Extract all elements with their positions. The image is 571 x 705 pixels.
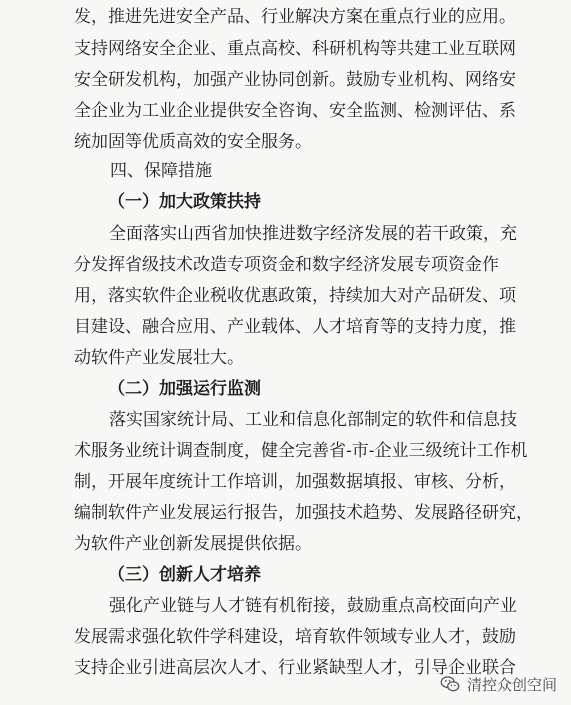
paragraph-line: 落实国家统计局、工业和信息化部制定的软件和信息技	[109, 410, 517, 430]
subsection-title: （一）加大政策扶持	[108, 192, 261, 212]
subsection-title: （三）创新人才培养	[108, 565, 261, 585]
paragraph-line: 为软件产业创新发展提供依据。	[74, 534, 312, 554]
watermark-text: 清控众创空间	[466, 675, 557, 694]
paragraph-line: 统加固等优质高效的安全服务。	[74, 132, 312, 152]
paragraph-line: 支持企业引进高层次人才、行业紧缺型人才，引导企业联合	[74, 658, 516, 678]
paragraph-line: 用，落实软件企业税收优惠政策，持续加大对产品研发、项	[74, 286, 516, 306]
paragraph-line: 发，推进先进安全产品、行业解决方案在重点行业的应用。	[74, 7, 516, 27]
paragraph-line: 支持网络安全企业、重点高校、科研机构等共建工业互联网	[74, 39, 516, 59]
section-title: 四、保障措施	[110, 161, 212, 181]
paragraph-line: 制，开展年度统计工作培训，加强数据填报、审核、分析，	[74, 472, 516, 492]
paragraph-line: 安全研发机构，加强产业协同创新。鼓励专业机构、网络安	[74, 70, 516, 90]
paragraph-line: 发展需求强化软件学科建设，培育软件领域专业人才，鼓励	[74, 627, 516, 647]
paragraph-line: 分发挥省级技术改造专项资金和数字经济发展专项资金作	[74, 255, 499, 275]
paragraph-line: 全面落实山西省加快推进数字经济发展的若干政策，充	[109, 224, 517, 244]
paragraph-line: 术服务业统计调查制度，健全完善省-市-企业三级统计工作机	[74, 441, 528, 461]
wechat-icon	[439, 673, 461, 695]
subsection-title: （二）加强运行监测	[108, 379, 261, 399]
paragraph-line: 全企业为工业企业提供安全咨询、安全监测、检测评估、系	[74, 101, 516, 121]
paragraph-line: 编制软件产业发展运行报告，加强技术趋势、发展路径研究，	[74, 503, 533, 523]
paragraph-line: 动软件产业发展壮大。	[74, 348, 244, 368]
paragraph-line: 目建设、融合应用、产业载体、人才培育等的支持力度，推	[74, 317, 516, 337]
paragraph-line: 强化产业链与人才链有机衔接，鼓励重点高校面向产业	[109, 596, 517, 616]
wechat-watermark	[439, 673, 557, 695]
